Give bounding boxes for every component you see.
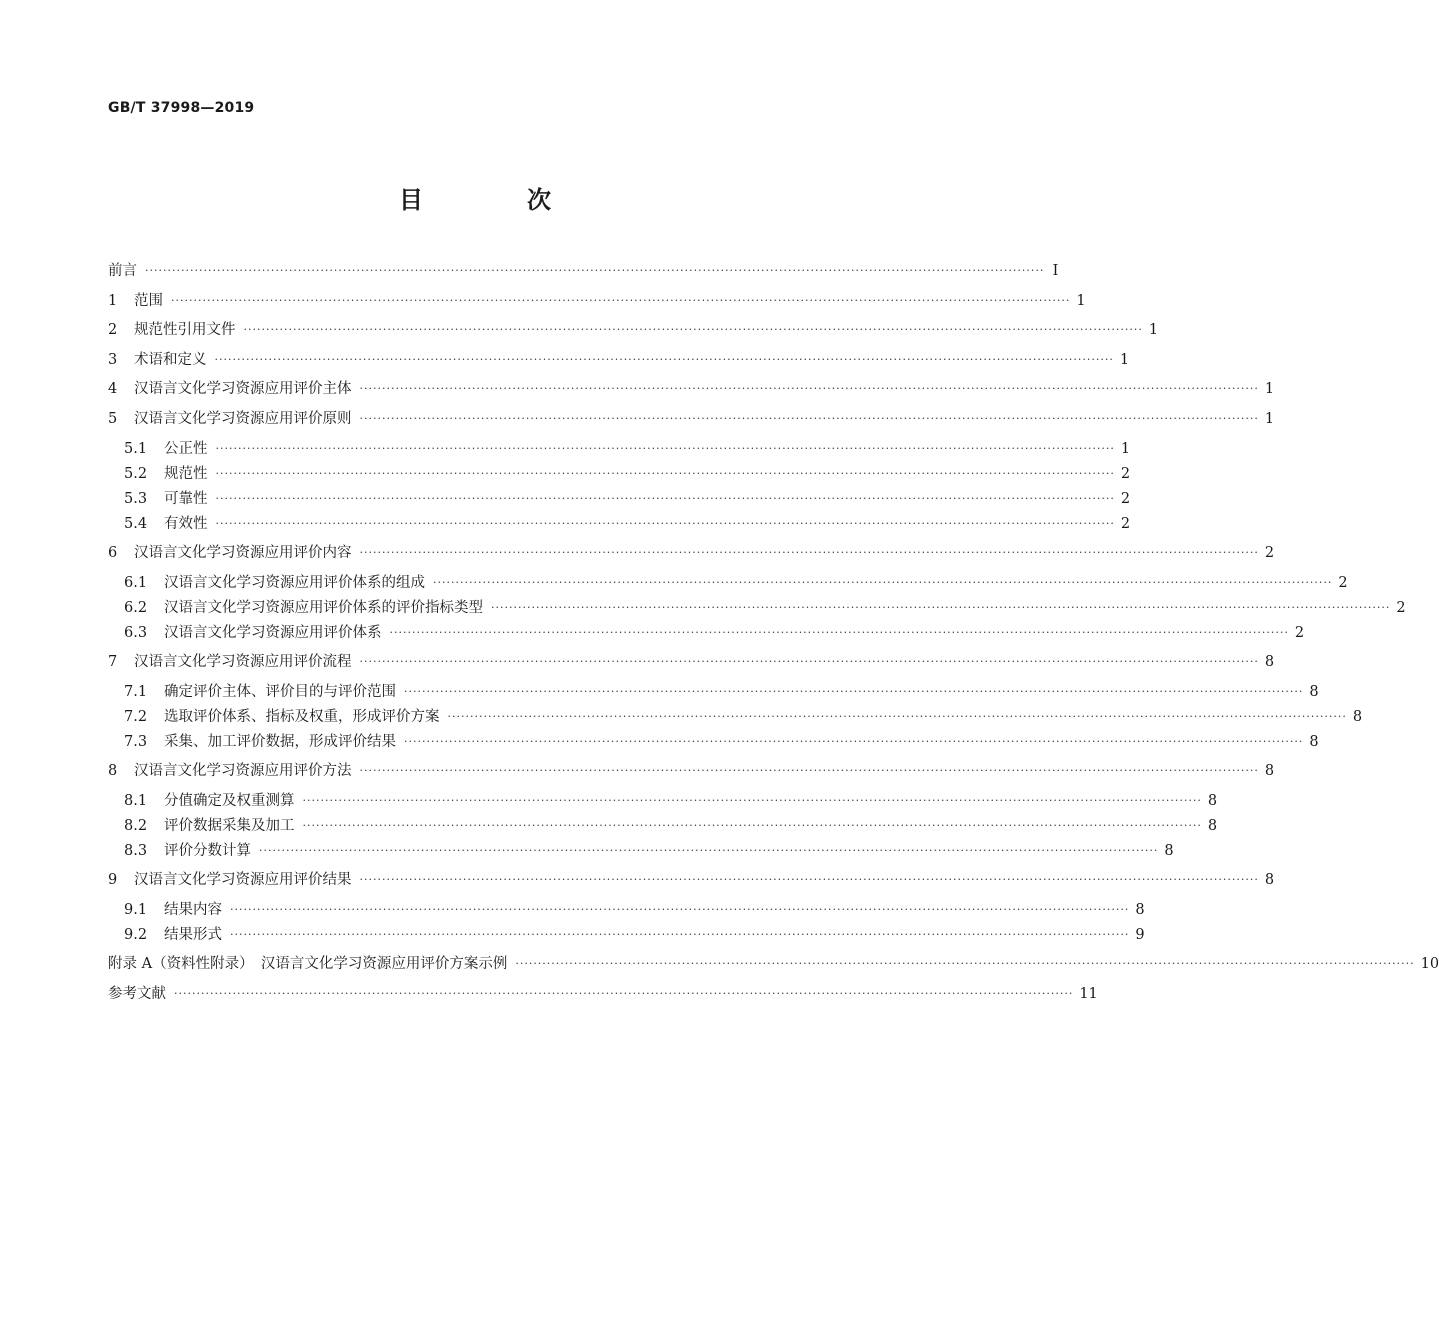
toc-entry[interactable] — [124, 838, 1174, 862]
toc-title: 目 次 — [399, 186, 591, 214]
toc-entry[interactable] — [124, 595, 1406, 619]
toc-entry-number: 8.2 — [124, 818, 148, 834]
toc-entry-label: 规范性引用文件 — [134, 322, 236, 338]
toc-leader-dots: ········································································································································································································ — [389, 626, 1289, 639]
toc-entry-label: 评价分数计算 — [164, 843, 251, 859]
toc-entry-page: 8 — [1309, 684, 1319, 700]
toc-leader-dots: ········································································································································································································ — [359, 655, 1259, 668]
toc-entry[interactable] — [108, 376, 1275, 400]
toc-entry-number: 6.1 — [124, 575, 148, 591]
toc-entry-page: 1 — [1264, 381, 1275, 397]
toc-entry-label: 规范性 — [164, 466, 208, 482]
toc-entry-page: 2 — [1120, 516, 1131, 532]
toc-entry-label: 采集、加工评价数据，形成评价结果 — [164, 734, 396, 750]
toc-entry[interactable] — [108, 649, 1275, 673]
toc-entry-page: 2 — [1294, 625, 1305, 641]
toc-entry[interactable] — [108, 951, 1439, 975]
toc-entry[interactable] — [108, 867, 1275, 891]
toc-entry-label: 有效性 — [164, 516, 208, 532]
toc-entry-page: 8 — [1352, 709, 1363, 725]
toc-entry-number: 8.3 — [124, 843, 148, 859]
toc-entry[interactable] — [108, 317, 1159, 341]
toc-entry-label: 前言 — [108, 263, 137, 279]
toc-entry-label: 范围 — [134, 293, 163, 309]
toc-entry-page: 2 — [1264, 545, 1275, 561]
toc-entry-label: 汉语言文化学习资源应用评价原则 — [134, 411, 352, 427]
toc-entry-label: 公正性 — [164, 441, 208, 457]
toc-entry-number: 7 — [108, 654, 118, 670]
toc-leader-dots: ········································································································································································································ — [230, 903, 1130, 916]
toc-entry-number: 9 — [108, 872, 118, 888]
toc-entry-label: 参考文献 — [108, 986, 166, 1002]
toc-leader-dots: ········································································································································································································ — [259, 844, 1159, 857]
toc-entry-label: 结果内容 — [164, 902, 222, 918]
toc-entry-number: 3 — [108, 352, 118, 368]
toc-entry[interactable] — [108, 758, 1275, 782]
toc-entry-page: 8 — [1207, 818, 1218, 834]
toc-entry-label: 汉语言文化学习资源应用评价体系的组成 — [164, 575, 425, 591]
toc-leader-dots: ········································································································································································································ — [243, 323, 1143, 336]
toc-leader-dots: ········································································································································································································ — [491, 601, 1391, 614]
toc-entry-number: 1 — [108, 293, 118, 309]
toc-entry-label: 汉语言文化学习资源应用评价体系的评价指标类型 — [164, 600, 483, 616]
toc-entry-number: 6 — [108, 545, 118, 561]
toc-leader-dots: ········································································································································································································ — [359, 764, 1259, 777]
toc-entry-number: 6.3 — [124, 625, 148, 641]
toc-entry-label: 确定评价主体、评价目的与评价范围 — [164, 684, 396, 700]
toc-leader-dots: ········································································································································································································ — [171, 294, 1071, 307]
toc-leader-dots: ········································································································································································································ — [145, 264, 1045, 277]
toc-entry-page: 8 — [1264, 763, 1275, 779]
toc-entry-label: 选取评价体系、指标及权重，形成评价方案 — [164, 709, 440, 725]
toc-entry[interactable] — [108, 981, 1098, 1005]
toc-entry-label: 汉语言文化学习资源应用评价方法 — [134, 763, 352, 779]
toc-entry-number: 8 — [108, 763, 118, 779]
toc-leader-dots: ········································································································································································································ — [214, 353, 1114, 366]
toc-entry-page: 8 — [1264, 654, 1275, 670]
toc-entry-page: 1 — [1119, 352, 1130, 368]
toc-entry[interactable] — [124, 436, 1131, 460]
toc-entry-label: 可靠性 — [164, 491, 208, 507]
toc-entry[interactable] — [108, 347, 1130, 371]
toc-leader-dots: ········································································································································································································ — [174, 987, 1074, 1000]
toc-leader-dots: ········································································································································································································ — [447, 710, 1347, 723]
toc-entry[interactable] — [108, 288, 1086, 312]
toc-entry-page: 1 — [1264, 411, 1275, 427]
toc-leader-dots: ········································································································································································································ — [230, 928, 1130, 941]
toc-leader-dots: ········································································································································································································ — [359, 382, 1259, 395]
toc-entry-page: 2 — [1120, 466, 1131, 482]
toc-entry[interactable] — [124, 922, 1145, 946]
toc-entry-page: 9 — [1135, 927, 1145, 943]
toc-entry-number: 4 — [108, 381, 118, 397]
toc-leader-dots: ········································································································································································································ — [215, 442, 1115, 455]
toc-entry-page: 2 — [1338, 575, 1348, 591]
toc-entry[interactable] — [124, 511, 1131, 535]
toc-entry[interactable] — [124, 486, 1131, 510]
toc-entry-page: 1 — [1120, 441, 1131, 457]
toc-entry-number: 8.1 — [124, 793, 148, 809]
toc-entry-label: 汉语言文化学习资源应用评价流程 — [134, 654, 352, 670]
toc-entry[interactable] — [108, 406, 1275, 430]
toc-leader-dots: ········································································································································································································ — [215, 517, 1115, 530]
toc-entry-page: 8 — [1207, 793, 1218, 809]
toc-entry-number: 5.1 — [124, 441, 148, 457]
toc-leader-dots: ········································································································································································································ — [215, 467, 1115, 480]
standard-number: GB/T 37998—2019 — [108, 100, 255, 116]
toc-entry-number: 7.3 — [124, 734, 148, 750]
toc-leader-dots: ········································································································································································································ — [302, 819, 1202, 832]
toc-entry-page: 8 — [1309, 734, 1319, 750]
toc-entry-page: 1 — [1148, 322, 1159, 338]
toc-entry-label: 汉语言文化学习资源应用评价体系 — [164, 625, 382, 641]
toc-leader-dots: ········································································································································································································ — [404, 685, 1304, 698]
toc-entry-number: 5.4 — [124, 516, 148, 532]
toc-leader-dots: ········································································································································································································ — [359, 412, 1259, 425]
toc-entry[interactable] — [124, 704, 1363, 728]
toc-entry[interactable] — [124, 813, 1218, 837]
toc-entry-number: 9.1 — [124, 902, 148, 918]
toc-entry-number: 7.1 — [124, 684, 148, 700]
toc-entry[interactable] — [124, 570, 1348, 594]
toc-entry-label: 术语和定义 — [134, 352, 207, 368]
toc-entry-number: 5.2 — [124, 466, 148, 482]
toc-entry[interactable] — [124, 897, 1145, 921]
toc-entry-label: 汉语言文化学习资源应用评价主体 — [134, 381, 352, 397]
toc-leader-dots: ········································································································································································································ — [404, 735, 1304, 748]
toc-entry-label: 汉语言文化学习资源应用评价内容 — [134, 545, 352, 561]
toc-entry-label: 评价数据采集及加工 — [164, 818, 295, 834]
toc-entry-label: 汉语言文化学习资源应用评价结果 — [134, 872, 352, 888]
toc-leader-dots: ········································································································································································································ — [215, 492, 1115, 505]
toc-entry-page: 2 — [1120, 491, 1131, 507]
toc-entry-page: 8 — [1164, 843, 1174, 859]
toc-entry-page: 8 — [1135, 902, 1145, 918]
toc-entry[interactable] — [124, 620, 1305, 644]
toc-entry-number: 7.2 — [124, 709, 148, 725]
toc-leader-dots: ········································································································································································································ — [359, 873, 1259, 886]
toc-entry[interactable] — [124, 679, 1319, 703]
toc-entry[interactable] — [124, 461, 1131, 485]
toc-entry-page: 2 — [1396, 600, 1406, 616]
toc-leader-dots: ········································································································································································································ — [359, 546, 1259, 559]
toc-entry-number: 5.3 — [124, 491, 148, 507]
toc-entry-number: 9.2 — [124, 927, 148, 943]
toc-entry[interactable] — [108, 540, 1275, 564]
toc-entry-page: 10 — [1420, 956, 1439, 972]
toc-entry-page: Ⅰ — [1052, 263, 1059, 279]
toc-entry[interactable] — [108, 258, 1059, 282]
toc-entry-label: 分值确定及权重测算 — [164, 793, 295, 809]
toc-leader-dots: ········································································································································································································ — [515, 957, 1415, 970]
toc-entry-label: 结果形式 — [164, 927, 222, 943]
toc-leader-dots: ········································································································································································································ — [302, 794, 1202, 807]
toc-entry-label: 附录 A（资料性附录） 汉语言文化学习资源应用评价方案示例 — [108, 956, 508, 972]
toc-entry-number: 2 — [108, 322, 118, 338]
toc-entry-number: 5 — [108, 411, 118, 427]
toc-entry[interactable] — [124, 788, 1218, 812]
toc-leader-dots: ········································································································································································································ — [433, 576, 1333, 589]
toc-entry[interactable] — [124, 729, 1319, 753]
toc-entry-page: 11 — [1079, 986, 1098, 1002]
toc-entry-page: 1 — [1076, 293, 1086, 309]
toc-entry-number: 6.2 — [124, 600, 148, 616]
toc-entry-page: 8 — [1264, 872, 1275, 888]
